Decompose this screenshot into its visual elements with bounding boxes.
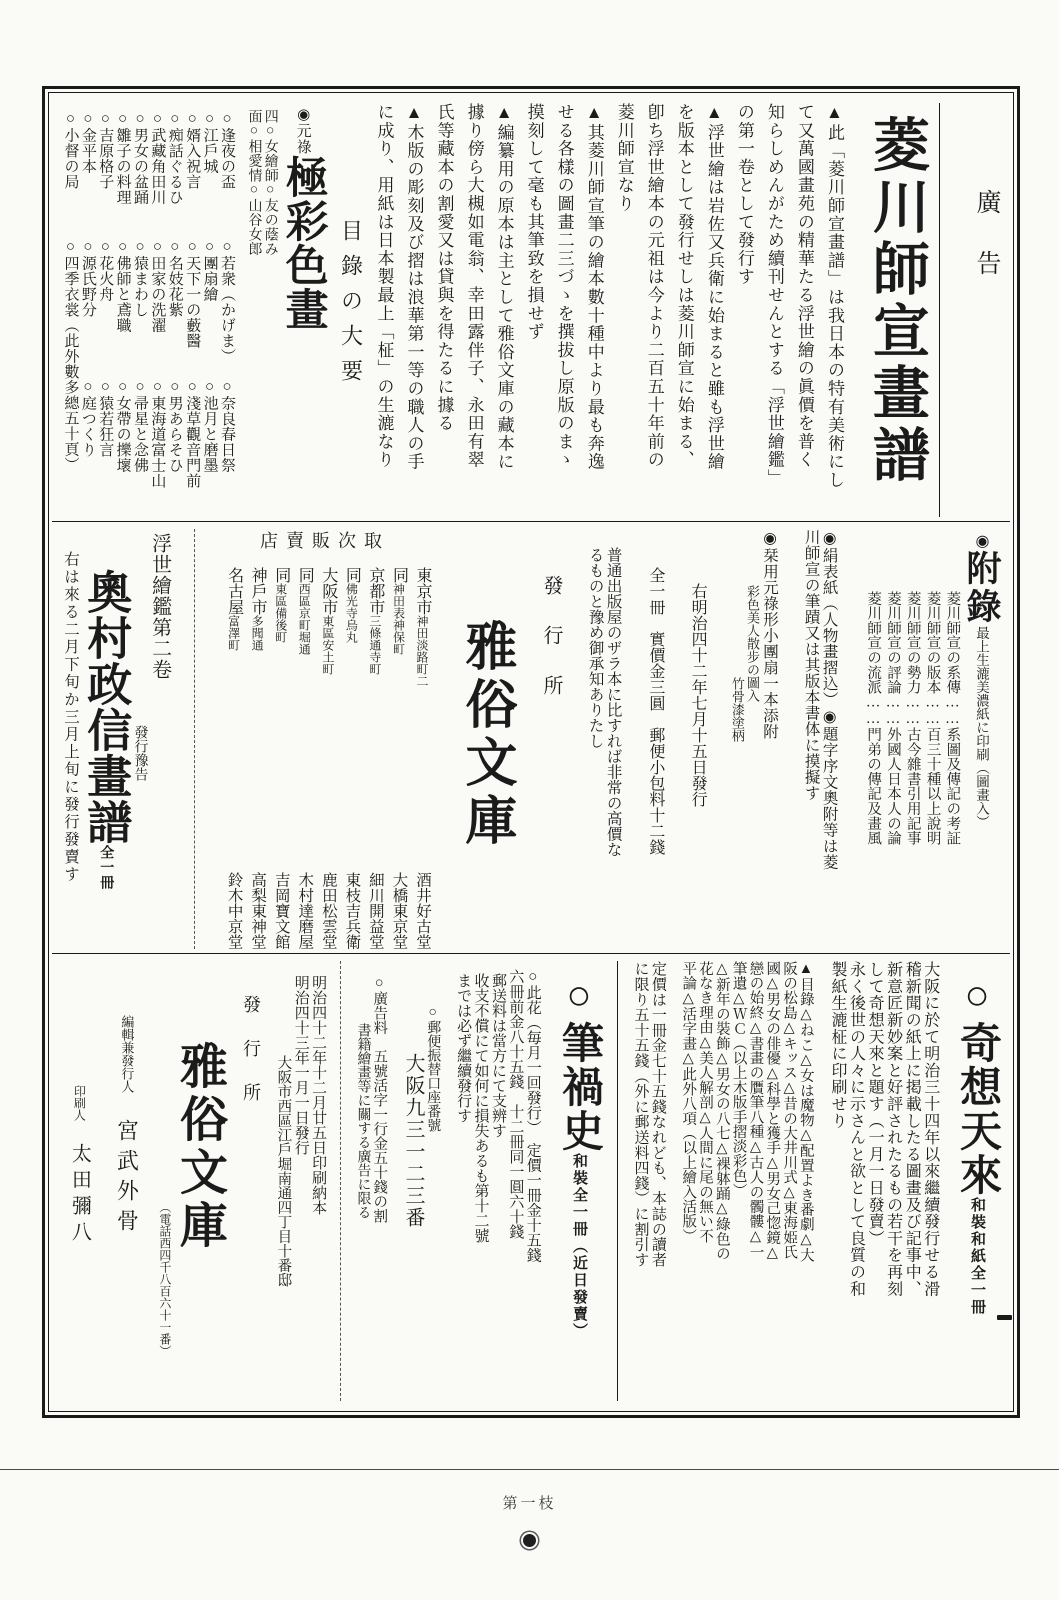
section-hishikawa-moronobu-gafu: [61, 103, 1001, 517]
body-column: 永く後世の人々に示さんと欲として良質の和: [847, 961, 865, 1297]
distributor-city: 同: [343, 567, 361, 583]
catalog-title-column: [278, 103, 328, 517]
list-item: ○逢夜の盃: [218, 111, 235, 190]
note-subcolumn: 彩色美人散步の圖入: [745, 585, 760, 702]
body-column: 知らしめんがため續刊せんとする「浮世繪鑑」: [764, 103, 784, 488]
list-item: ○小督の局: [62, 111, 79, 190]
contents-column: 阪の松島△キッス△昔の大井川式△東海姫氏: [781, 961, 798, 1260]
distributor-city: 大阪市: [319, 567, 337, 615]
body-column: の第一卷として發行す: [734, 103, 754, 286]
appendix-item: 菱川師宣の勢力……古今雜書引用記事: [904, 591, 921, 846]
list-item: ○庭つくり: [79, 379, 96, 458]
contents-column: 筆遺△ＷＣ（以上木版手摺淡彩色）: [730, 961, 747, 1198]
list-item: ○佛師と鳶職: [114, 239, 131, 333]
distributor-street: 西區京町堀通: [297, 583, 312, 655]
ornament-bullet-icon: ◉: [294, 105, 311, 123]
kisotenrai-title-column: [952, 961, 1001, 1401]
list-item: ○四季衣裳（此外數多總五十頁）: [62, 239, 79, 473]
body-column: 菱川師宣なり: [614, 103, 634, 213]
postal-transfer-label: ○郵便振替口座番號: [425, 1005, 441, 1132]
konohana-line: 收支不償にて如何に損失あるも第十二號: [472, 973, 489, 1243]
body-column: して奇想天來と題す（一月一日發賣）: [866, 961, 884, 1247]
list-item: ○武藏角田川: [149, 111, 166, 205]
footer-rule: [0, 1469, 1059, 1470]
list-item: ○源氏野分: [79, 239, 96, 318]
editor-name: 宮武外骨: [114, 1119, 140, 1239]
list-item: ○痴話ぐるひ: [166, 111, 183, 205]
distributor-street: 東區安土町: [320, 615, 335, 675]
publisher-name: 雅俗文庫: [172, 1041, 226, 1253]
vertical-divider: [617, 961, 618, 1401]
list-column: [218, 103, 235, 517]
appendix-item: 菱川師宣の評論……外國人日本人の論: [884, 591, 901, 846]
printed-date: 明治四十二年十二月廿五日印刷納本: [310, 975, 327, 1215]
list-item: ○婿入祝言: [184, 111, 201, 190]
catalog-title-block: [245, 103, 327, 517]
kisotenrai-price: [631, 961, 666, 1401]
publisher-label: 發行所: [240, 995, 261, 1127]
distributor-street: 三條通寺町: [367, 615, 382, 675]
distributor-city: 同: [296, 567, 314, 583]
body-column: ▲其菱川師宣筆の繪本數十種中より最も奔逸: [584, 103, 604, 471]
list-item: ○奈良春日祭: [218, 379, 235, 473]
list-item: ○名妓花紫: [166, 239, 183, 318]
list-item: ○團扇繪: [201, 239, 218, 302]
distributor-street: 富澤町: [226, 615, 241, 651]
distributor-city: 同: [272, 567, 290, 583]
advert-frame-inner-border: [48, 92, 1014, 1412]
distributor-column: [412, 529, 431, 949]
kisotenrai-body: [827, 961, 938, 1401]
list-item: ○金平本: [79, 111, 96, 174]
distributor-column: [342, 529, 361, 949]
preview-note: 發行豫告: [132, 725, 148, 781]
body-column: に成り、用紙は日本製最上「柾」の生漉なり: [374, 103, 394, 469]
ad-rate-line: ○廣告料 五號活字一行金五十錢の割: [371, 975, 388, 1223]
distributor-column: [224, 529, 243, 949]
contents-column: 戀の始終△書畫の贋筆八種△古人の髑髏△一: [747, 961, 764, 1260]
index-header: 目錄の大要: [338, 219, 364, 394]
postal-transfer-number: 大阪九三一二三番: [401, 1053, 424, 1229]
distributor-name: 高梨東神堂: [249, 871, 267, 949]
distributor-city: 神戶市: [249, 567, 267, 615]
silk-cover-note: [802, 529, 838, 949]
price-note: [586, 529, 622, 949]
list-item: ○天下一の藪醫: [184, 239, 201, 349]
konohana-line: 六冊前金八十五錢 十二冊同一圓六十錢: [507, 969, 524, 1239]
binding-hole-mark: [523, 1534, 536, 1547]
section-other-publications-colophon: [61, 961, 1001, 1401]
publisher-block: [153, 961, 227, 1401]
body-column: せる各樣の圖畫二三づゝを撰拔し原版のまゝ: [554, 103, 574, 469]
appendix-item: 菱川師宣の版本……百三十種以上說明: [924, 591, 941, 846]
distributor-address: [318, 567, 337, 675]
body-column: 稽新聞の紙上に掲載したる圖畫及び記事中、: [903, 961, 921, 1297]
konohana-line: ○此花（毎月一回發行） 定價一冊金十五錢: [524, 969, 541, 1263]
list-item: ○雛子の料理: [114, 111, 131, 205]
distributor-address: [224, 567, 243, 651]
dashed-divider: [340, 961, 341, 1401]
note-column: るものと豫め御承知ありたし: [586, 547, 604, 749]
list-item: ○池月と磨墨: [201, 379, 218, 473]
contents-column: △新年の裝飾△男女の八七△裸躰踊△綠色の: [713, 961, 730, 1261]
publisher-name: 雅俗文庫: [457, 619, 515, 851]
distributor-name: 酒井好古堂: [414, 871, 431, 949]
list-column: [183, 103, 200, 517]
body-column: 氏等藏本の割愛又は貸與を得たるに據る: [434, 103, 454, 433]
body-column: ▲浮世繪は岩佐又兵衛に始まると雖も浮世繪: [704, 103, 724, 471]
printer-label: 印刷人: [72, 1085, 87, 1121]
distributor-address: [365, 567, 384, 675]
hikkashi-title: ○筆禍史: [555, 973, 602, 1153]
distributor-street: 佛光寺烏丸: [344, 583, 359, 643]
distributor-name: 吉岡寶文館: [272, 871, 290, 949]
konohana-line: までは必ず繼續發行す: [455, 973, 472, 1123]
printer-column: [67, 961, 90, 1401]
body-column: 卽ち浮世繪本の元祖は今より二百五十年前の: [644, 103, 664, 469]
distributor-street: 神田淡路町二: [415, 615, 429, 687]
hikkashi-format: 和裝全一冊（近日發賣）: [570, 1153, 587, 1340]
distributor-name: 鈴木中京堂: [225, 871, 243, 949]
distributor-name: 東枝吉兵衛: [343, 871, 361, 949]
distributor-address: [271, 567, 290, 643]
publisher-address: 大阪市西區江戶堀南通四丁目十番邸: [275, 1055, 292, 1287]
list-column: [78, 103, 95, 517]
list-column: [61, 103, 78, 517]
konohana-block: [454, 961, 541, 1401]
list-column: [113, 103, 130, 517]
list-item: ○江戶城: [201, 111, 218, 174]
price-line: 全一冊 實價金三圓 郵便小包料十二錢: [646, 567, 664, 855]
distributor-name: 木村達磨屋: [296, 871, 314, 949]
distributor-address: [295, 567, 314, 655]
footer-page-label: 第一枝: [502, 1496, 557, 1512]
distributor-street: 多聞通: [250, 615, 265, 651]
appendix-item: 菱川師宣の流派……門弟の傳記及畫風: [865, 591, 882, 846]
postal-transfer-block: [401, 961, 440, 1401]
distributor-column: [248, 529, 267, 949]
contents-column: 國△男女の俳優△科學と獲手△男女己惚鏡△: [764, 961, 781, 1261]
ad-rate-line: 書籍繪畫等に關する廣告に限る: [355, 1023, 371, 1219]
distributor-column: [389, 529, 408, 949]
band-separator: [52, 953, 1010, 954]
editor-column: [114, 961, 140, 1401]
list-column: [200, 103, 217, 517]
distributor-name: 大橋東京堂: [390, 871, 408, 949]
appendix-item: 菱川師宣の系傳……系圖及傳記の考証: [944, 591, 961, 846]
issued-date: 明治四十三年一月一日發行: [292, 975, 309, 1155]
forthcoming-title-text: 奧村政信畫譜: [80, 569, 131, 845]
contents-column: 平論△活字畫△此外八項（以上繪入活版）: [680, 961, 697, 1244]
distributor-address: [248, 567, 267, 651]
list-column: [131, 103, 148, 517]
list-item: ○猿若狂言: [97, 379, 114, 458]
body-column: を版本として發行せしは菱川師宣に始まる、: [674, 103, 694, 469]
catalog-title: 極彩色畫: [279, 155, 327, 331]
list-item: ○淺草觀音門前: [184, 379, 201, 489]
note-column: 川師宣の筆蹟又は其版本書体に摸擬す: [802, 529, 820, 801]
appendix-subtitle: 最上生漉美濃紙に印刷（圖畫入）: [974, 626, 989, 829]
kisotenrai-format: 和裝和紙全一冊: [969, 1197, 985, 1316]
body-column: 大阪に於て明治三十四年以來繼續發行せる滑: [921, 961, 939, 1297]
note-column: ◉絹表紙（人物畫摺込）◉題字序文奧附等は菱: [820, 529, 838, 870]
hikkashi-title-column: [554, 961, 603, 1401]
price-column: 定價は一冊金七十五錢なれども、本誌の讀者: [649, 961, 666, 1267]
distributor-column: [365, 529, 384, 949]
distributor-name: 鹿田松雲堂: [319, 871, 337, 949]
colophon-dates: [275, 961, 327, 1401]
ad-rate-block: [354, 961, 387, 1401]
distributor-column: [318, 529, 337, 949]
publisher-label: 發行所: [539, 575, 562, 725]
contents-column: 花なき理由△美人解剖△人間に尾の無い不: [697, 961, 714, 1244]
list-column: [148, 103, 165, 517]
ornament-bullet-icon: ◉: [973, 531, 990, 550]
page-title: 菱川師宣畫譜: [864, 115, 928, 487]
series-title: 浮世繪鑑第二卷: [148, 533, 171, 680]
distributor-address: [342, 567, 361, 643]
list-item: ○花火舟: [97, 239, 114, 302]
distributor-column: [295, 529, 314, 949]
note-subcolumn: 竹骨漆塗柄: [729, 677, 745, 742]
list-item: ○田家の洗濯: [149, 239, 166, 333]
body-column: て又萬國畫苑の精華たる浮世繪の眞價を普く: [794, 103, 814, 469]
note-column: ◉栞用元祿形小團扇一本添附: [760, 529, 778, 740]
printer-name: 太田彌八: [68, 1143, 91, 1247]
section-publication-details: [61, 529, 1001, 949]
contents-column: ▲目錄△ねこ△女は魔物△配置よき番劇△大: [797, 961, 814, 1263]
kisotenrai-title: ○奇想天來: [954, 973, 1000, 1197]
distributor-address: [412, 567, 431, 687]
appendix-title: 附錄: [962, 550, 1001, 626]
konohana-line: 郵送料は當方にて支辨す: [489, 973, 506, 1138]
distributor-city: 京都市: [366, 567, 384, 615]
advert-label: 廣告: [973, 189, 1000, 311]
distributor-name: 細川開益堂: [366, 871, 384, 949]
issue-date-line: 右明治四十二年七月十五日發行: [689, 583, 707, 807]
distributor-column: [271, 529, 290, 949]
body-column: ▲編纂用の原本は主として雅俗文庫の藏本に: [494, 103, 514, 471]
body-column: 新意匠新妙案と好評されたるもの若干を再刻: [884, 961, 902, 1297]
price-column: に限り五十五錢（外に郵送料四錢）に割引す: [632, 961, 649, 1267]
editor-label: 編輯兼發行人: [119, 1015, 135, 1093]
appendix-block: [861, 529, 1001, 949]
distributor-city: 東京市: [414, 567, 431, 615]
catalog-subcolumn: 四○女繪師○友の蔭み: [262, 109, 278, 256]
bookmark-fan-note: [730, 529, 778, 949]
advert-frame: [42, 86, 1020, 1418]
distributor-address: [389, 567, 408, 655]
body-column: ▲此「菱川師宣畫譜」は我日本の特有美術にし: [824, 103, 844, 490]
forthcoming-date-line: 右は來る二月下旬か三月上旬に發行發賣す: [62, 551, 80, 884]
picture-title-list: [61, 103, 235, 517]
dashed-divider: [194, 529, 195, 949]
distributors-header: 取次販賣店: [260, 531, 391, 551]
body-column: 據り傍ら大槻如電翁、幸田露伴子、永田有翠: [464, 103, 484, 469]
catalog-era-label: 元祿: [294, 123, 311, 155]
distributor-street: 東區備後町: [273, 583, 288, 643]
vertical-divider: [939, 103, 940, 517]
list-column: [165, 103, 182, 517]
list-item: ○吉原格子: [97, 111, 114, 190]
forthcoming-block: [61, 529, 171, 949]
appendix-header-column: [960, 529, 1001, 949]
distributor-city: 名古屋: [225, 567, 243, 615]
margin-fold-mark: [997, 1315, 1012, 1320]
catalog-subcolumn: 面○相愛情○山谷女郎: [246, 109, 262, 256]
list-column: [96, 103, 113, 517]
list-item: ○男あらそひ: [166, 379, 183, 473]
kisotenrai-contents-list: [679, 961, 814, 1401]
list-item: ○帚星と念佛: [132, 379, 149, 473]
distributors-block: [219, 529, 431, 949]
list-item: ○猿まわし: [132, 239, 149, 318]
distributor-street: 神田表神保町: [391, 583, 406, 655]
publisher-phone: （電話西四千八百六十一番）: [157, 1201, 172, 1357]
body-column: 製紙生漉柾に印刷せり: [829, 961, 846, 1129]
band-separator: [52, 521, 1010, 522]
list-item: ○若衆（かげま）: [218, 239, 235, 364]
list-item: ○男女の盆踊: [132, 111, 149, 205]
list-item: ○東海道富士山: [149, 379, 166, 489]
list-item: ○女帶の擽壞: [114, 379, 131, 473]
body-column: ▲木版の彫刻及び摺は浪華第一等の職人の手: [404, 103, 424, 471]
forthcoming-title: [79, 529, 131, 949]
note-column: 普通出版屋のザラ本に比すれば非常の高價な: [604, 547, 622, 857]
body-column: 摸刻して毫も其筆致を損せず: [524, 103, 544, 341]
distributor-city: 同: [390, 567, 408, 583]
forthcoming-volume: 全一冊: [98, 845, 114, 890]
